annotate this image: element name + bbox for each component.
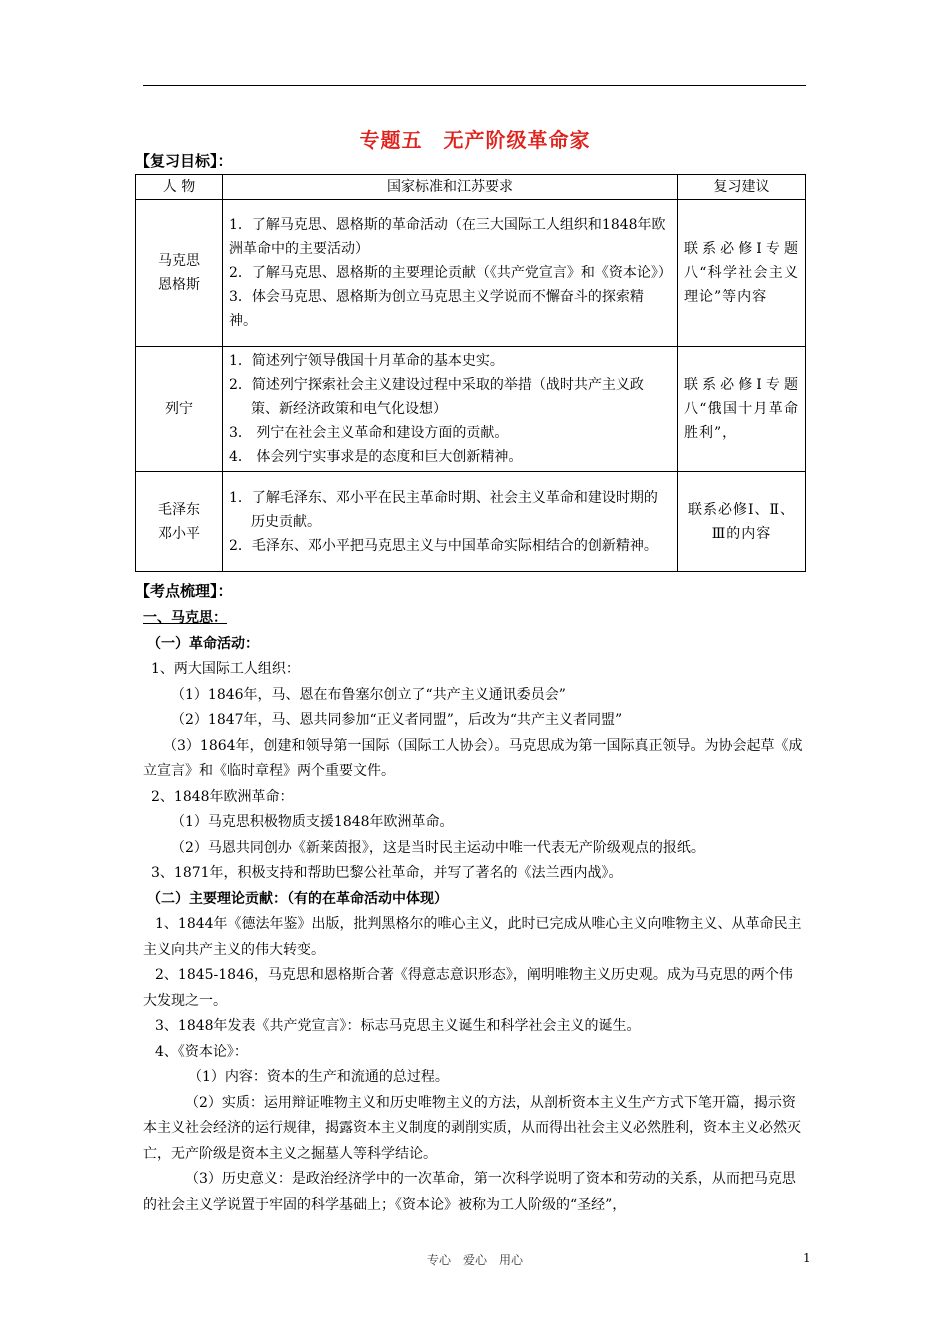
header-advice: 复习建议 bbox=[678, 175, 806, 200]
section-heading: 一、马克思： bbox=[143, 610, 227, 626]
table-row bbox=[136, 472, 806, 572]
standard-item: 2．了解马克思、恩格斯的主要理论贡献（《共产党宣言》和《资本论》） bbox=[229, 265, 672, 281]
person-name: 马克思 bbox=[158, 253, 200, 269]
table-row bbox=[136, 200, 806, 347]
person-cell bbox=[136, 200, 223, 347]
paragraph: （3）1864年，创建和领导第一国际（国际工人协会）。马克思成为第一国际真正领导。为协会起草《成立宣言》和《临时章程》两个重要文件。 bbox=[143, 737, 803, 779]
standard-item: 2．简述列宁探索社会主义建设过程中采取的举措（战时共产主义政策、新经济政策和电气化设想） bbox=[229, 377, 644, 417]
person-name: 恩格斯 bbox=[158, 277, 200, 293]
paragraph: （2）实质：运用辩证唯物主义和历史唯物主义的方法，从剖析资本主义生产方式下笔开篇，揭示资本主义社会经济的运行规律，揭露资本主义制度的剥削实质，从而得出社会主义必然胜利，资本主义必然灭亡，无产阶级是资本主义之掘墓人等科学结论。 bbox=[143, 1094, 801, 1162]
paragraph: （1）1846年，马、恩在布鲁塞尔创立了“共产主义通讯委员会” bbox=[171, 686, 566, 703]
advice-cell: 联系必修Ⅰ专题八“科学社会主义理论”等内容 bbox=[678, 200, 806, 347]
standard-item: 1．了解毛泽东、邓小平在民主革命时期、社会主义革命和建设时期的历史贡献。 bbox=[229, 489, 658, 530]
paragraph: 3、1871年，积极支持和帮助巴黎公社革命，并写了著名的《法兰西内战》。 bbox=[151, 865, 623, 881]
standard-item: 1．简述列宁领导俄国十月革命的基本史实。 bbox=[229, 353, 504, 369]
subsection-heading: （一）革命活动： bbox=[147, 635, 259, 652]
standard-item: 2．毛泽东、邓小平把马克思主义与中国革命实际相结合的创新精神。 bbox=[229, 537, 658, 554]
paragraph: （2）马恩共同创办《新莱茵报》，这是当时民主运动中唯一代表无产阶级观点的报纸。 bbox=[171, 839, 705, 856]
points-heading: 【考点梳理】： bbox=[135, 582, 233, 600]
paragraph: 3、1848年发表《共产党宣言》：标志马克思主义诞生和科学社会主义的诞生。 bbox=[155, 1018, 641, 1034]
person-name: 列宁 bbox=[165, 401, 193, 417]
standards-cell bbox=[223, 200, 678, 347]
header-standards: 国家标准和江苏要求 bbox=[223, 175, 678, 200]
standard-item: 3． 列宁在社会主义革命和建设方面的贡献。 bbox=[229, 425, 509, 441]
table-header-row bbox=[136, 175, 806, 200]
person-cell bbox=[136, 347, 223, 472]
person-name: 邓小平 bbox=[158, 525, 200, 542]
standard-item: 4． 体会列宁实事求是的态度和巨大创新精神。 bbox=[229, 449, 523, 465]
review-goals-table bbox=[135, 174, 806, 572]
paragraph: 4、《资本论》： bbox=[155, 1043, 248, 1060]
standards-cell bbox=[223, 472, 678, 572]
paragraph: 2、1845-1846，马克思和恩格斯合著《得意志意识形态》，阐明唯物主义历史观。成为马克思的两个伟大发现之一。 bbox=[143, 967, 793, 1009]
header-rule bbox=[143, 85, 806, 86]
paragraph: 1、1844年《德法年鉴》出版，批判黑格尔的唯心主义，此时已完成从唯心主义向唯物主义、从革命民主主义向共产主义的伟大转变。 bbox=[143, 916, 802, 958]
page-number: 1 bbox=[803, 1251, 811, 1265]
table-row bbox=[136, 347, 806, 472]
advice-cell: 联系必修Ⅰ、Ⅱ、Ⅲ的内容 bbox=[678, 472, 806, 572]
paragraph: 1、两大国际工人组织： bbox=[151, 661, 300, 677]
page-title: 专题五 无产阶级革命家 bbox=[359, 128, 591, 152]
review-body bbox=[143, 606, 806, 1218]
review-goals-heading: 【复习目标】： bbox=[135, 152, 233, 170]
paragraph: （1）内容：资本的生产和流通的总过程。 bbox=[188, 1069, 449, 1085]
paragraph: （2）1847年，马、恩共同参加“正义者同盟”，后改为“共产主义者同盟” bbox=[171, 712, 623, 728]
paragraph: （1）马克思积极物质支援1848年欧洲革命。 bbox=[171, 814, 454, 830]
paragraph: 2、1848年欧洲革命： bbox=[151, 788, 294, 805]
person-name: 毛泽东 bbox=[158, 501, 200, 518]
subsection-heading: （二）主要理论贡献：（有的在革命活动中体现） bbox=[147, 890, 448, 907]
standards-cell bbox=[223, 347, 678, 472]
advice-cell: 联系必修Ⅰ专题八“俄国十月革命胜利”， bbox=[678, 347, 806, 472]
person-cell bbox=[136, 472, 223, 572]
paragraph: （3）历史意义：是政治经济学中的一次革命，第一次科学说明了资本和劳动的关系，从而把马克思的社会主义学说置于牢固的科学基础上；《资本论》被称为工人阶级的“圣经”， bbox=[143, 1171, 796, 1213]
page-footer: 专心 爱心 用心 bbox=[426, 1253, 523, 1267]
standard-item: 1．了解马克思、恩格斯的革命活动（在三大国际工人组织和1848年欧洲革命中的主要活动） bbox=[229, 217, 666, 257]
standard-item: 3．体会马克思、恩格斯为创立马克思主义学说而不懈奋斗的探索精神。 bbox=[229, 289, 644, 329]
header-person: 人 物 bbox=[136, 175, 223, 200]
